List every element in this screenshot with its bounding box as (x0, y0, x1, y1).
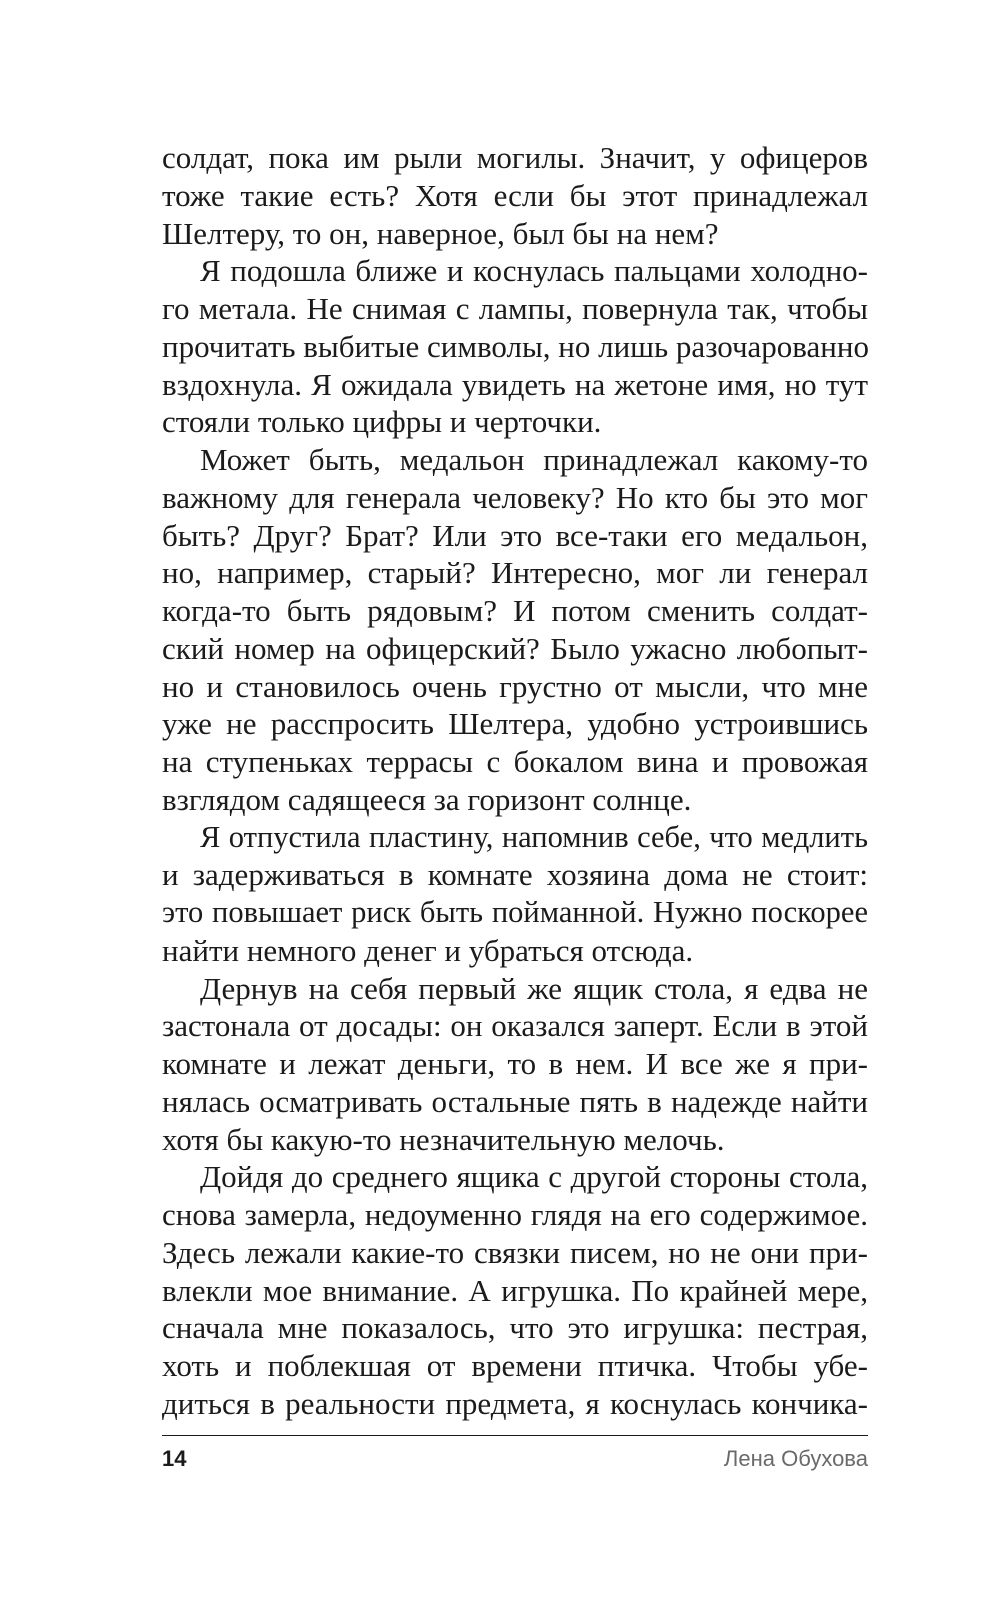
text-line: когда-то быть рядовым? И потом сменить солдат- (162, 593, 868, 628)
text-line: но, например, старый? Интересно, мог ли генерал (162, 555, 868, 591)
text-line: найти немного денег и убраться отсюда. (162, 932, 694, 968)
text-line: Шелтеру, то он, наверное, был бы на нем? (162, 215, 719, 251)
text-line: снова замерла, недоуменно глядя на его содержимое. (162, 1197, 868, 1232)
text-line: вздохнула. Я ожидала увидеть на жетоне имя, но тут (162, 366, 868, 402)
text-line: но и становилось очень грустно от мысли, что мне (162, 668, 868, 704)
running-footer-author: Лена Обухова (723, 1446, 868, 1471)
text-line: застонала от досады: он оказался заперт. Если в этой (162, 1008, 868, 1044)
text-line: хоть и поблекшая от времени птичка. Чтобы убе- (162, 1348, 868, 1383)
text-line: важному для генерала человеку? Но кто бы это мог (162, 479, 868, 515)
text-line: хотя бы какую-то незначительную мелочь. (162, 1121, 725, 1157)
text-line: сначала мне показалось, что это игрушка: пестрая, (162, 1310, 868, 1346)
text-line: ский номер на офицерский? Было ужасно любопыт- (162, 630, 868, 666)
text-line: диться в реальности предмета, я коснулась кончика- (162, 1385, 868, 1421)
text-line: Может быть, медальон принадлежал какому-то (200, 442, 868, 477)
text-line: Я подошла ближе и коснулась пальцами холодно- (200, 253, 868, 289)
text-line: комнате и лежат деньги, то в нем. И все же я при- (162, 1046, 868, 1081)
text-line: быть? Друг? Брат? Или это все-таки его медальон, (162, 517, 868, 553)
body-text (162, 139, 868, 1423)
text-line: Дернув на себя первый же ящик стола, я едва не (200, 970, 868, 1006)
text-line: это повышает риск быть пойманной. Нужно поскорее (162, 895, 868, 929)
footer-rule (162, 1435, 868, 1436)
text-line: на ступеньках террасы с бокалом вина и провожая (162, 744, 868, 779)
text-line: солдат, пока им рыли могилы. Значит, у офицеров (162, 140, 868, 175)
text-line: и задерживаться в комнате хозяина дома не стоит: (162, 857, 868, 893)
text-line: нялась осматривать остальные пять в надежде найти (162, 1083, 868, 1119)
page-number: 14 (162, 1446, 187, 1471)
text-line: взглядом садящееся за горизонт солнце. (162, 781, 692, 817)
text-line: Я отпустила пластину, напомнив себе, что медлить (200, 819, 868, 854)
text-line: влекли мое внимание. А игрушка. По крайней мере, (162, 1272, 868, 1308)
text-line: стояли только цифры и черточки. (162, 404, 602, 440)
text-line: Дойдя до среднего ящика с другой стороны стола, (200, 1159, 868, 1195)
text-line: уже не расспросить Шелтера, удобно устроившись (162, 706, 868, 742)
text-line: прочитать выбитые символы, но лишь разочарованно (162, 328, 869, 364)
text-line: го метала. Не снимая с лампы, повернула так, чтобы (162, 291, 868, 326)
text-line: тоже такие есть? Хотя если бы этот принадлежал (162, 177, 868, 213)
text-line: Здесь лежали какие-то связки писем, но не они при- (162, 1234, 868, 1270)
